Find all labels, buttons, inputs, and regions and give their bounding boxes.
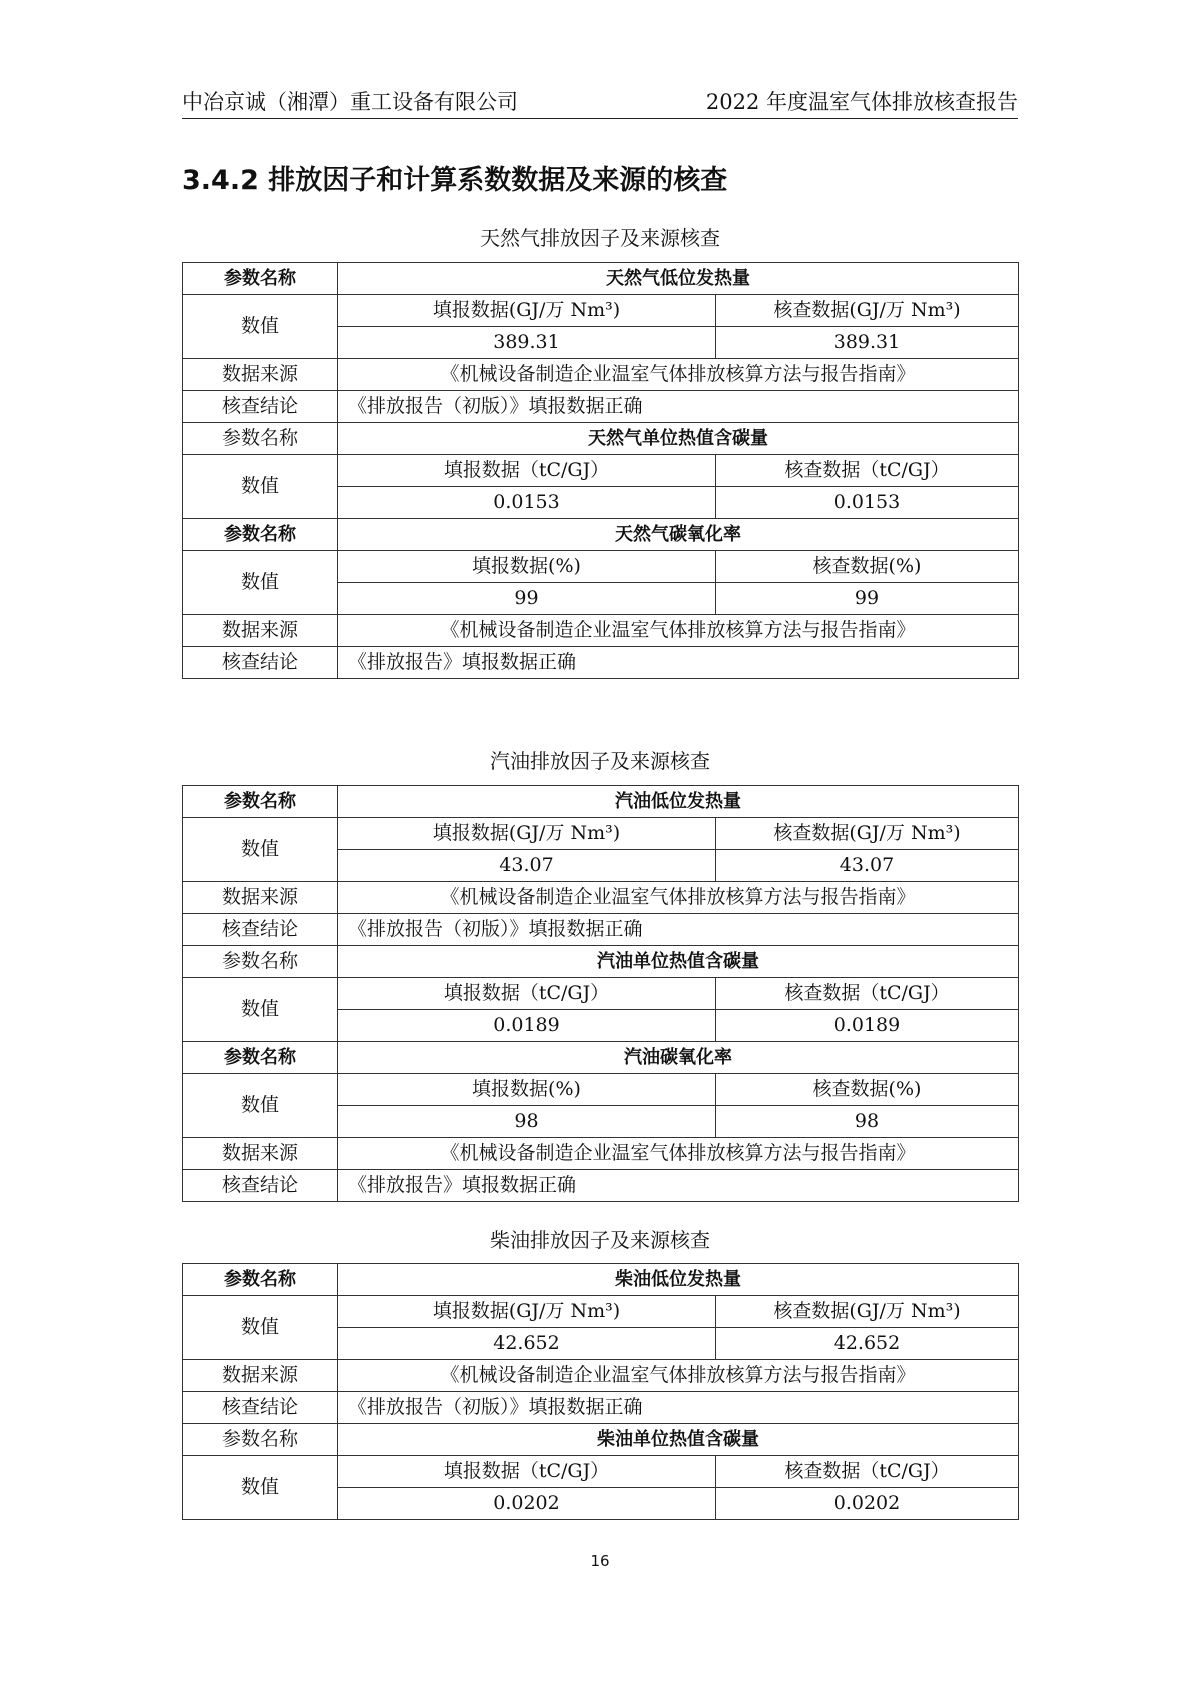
verified-header: 核查数据(GJ/万 Nm³) xyxy=(716,1296,1019,1328)
source-value: 《机械设备制造企业温室气体排放核算方法与报告指南》 xyxy=(338,1138,1019,1170)
reported-value: 99 xyxy=(338,583,716,615)
param-name-value: 柴油单位热值含碳量 xyxy=(338,1424,1019,1456)
source-label: 数据来源 xyxy=(183,1138,338,1170)
verified-value: 99 xyxy=(716,583,1019,615)
param-name-value: 天然气碳氧化率 xyxy=(338,519,1019,551)
table-row xyxy=(183,786,1019,818)
param-name-label: 参数名称 xyxy=(183,263,338,295)
table-row xyxy=(183,423,1019,455)
param-name-value: 汽油单位热值含碳量 xyxy=(338,946,1019,978)
table-row xyxy=(183,1360,1019,1392)
reported-value: 389.31 xyxy=(338,327,716,359)
page-header xyxy=(182,84,1018,119)
verified-header: 核查数据(%) xyxy=(716,551,1019,583)
table-row xyxy=(183,295,1019,327)
conclusion-value: 《排放报告》填报数据正确 xyxy=(338,1170,1019,1202)
value-label: 数值 xyxy=(183,455,338,519)
param-name-label: 参数名称 xyxy=(183,946,338,978)
verified-value: 0.0153 xyxy=(716,487,1019,519)
source-value: 《机械设备制造企业温室气体排放核算方法与报告指南》 xyxy=(338,359,1019,391)
table-row xyxy=(183,1170,1019,1202)
reported-value: 98 xyxy=(338,1106,716,1138)
table-row xyxy=(183,882,1019,914)
verified-header: 核查数据(%) xyxy=(716,1074,1019,1106)
source-label: 数据来源 xyxy=(183,615,338,647)
conclusion-label: 核查结论 xyxy=(183,647,338,679)
table-row xyxy=(183,1456,1019,1488)
param-name-value: 汽油碳氧化率 xyxy=(338,1042,1019,1074)
verified-value: 98 xyxy=(716,1106,1019,1138)
table-row xyxy=(183,519,1019,551)
table-natural-gas xyxy=(182,262,1019,679)
value-label: 数值 xyxy=(183,1296,338,1360)
table-caption-diesel: 柴油排放因子及来源核查 xyxy=(490,1228,710,1252)
table-diesel xyxy=(182,1263,1019,1520)
param-name-label: 参数名称 xyxy=(183,519,338,551)
table-caption-natural-gas: 天然气排放因子及来源核查 xyxy=(480,226,720,250)
table-row xyxy=(183,1138,1019,1170)
verified-header: 核查数据（tC/GJ） xyxy=(716,455,1019,487)
table-row xyxy=(183,818,1019,850)
reported-header: 填报数据（tC/GJ） xyxy=(338,978,716,1010)
reported-header: 填报数据（tC/GJ） xyxy=(338,455,716,487)
table-gasoline xyxy=(182,785,1019,1202)
verified-header: 核查数据（tC/GJ） xyxy=(716,1456,1019,1488)
verified-header: 核查数据(GJ/万 Nm³) xyxy=(716,818,1019,850)
source-label: 数据来源 xyxy=(183,1360,338,1392)
param-name-value: 汽油低位发热量 xyxy=(338,786,1019,818)
table-row xyxy=(183,647,1019,679)
source-value: 《机械设备制造企业温室气体排放核算方法与报告指南》 xyxy=(338,1360,1019,1392)
source-label: 数据来源 xyxy=(183,359,338,391)
conclusion-value: 《排放报告（初版）》填报数据正确 xyxy=(338,391,1019,423)
header-company: 中冶京诚（湘潭）重工设备有限公司 xyxy=(182,90,518,114)
table-caption-gasoline: 汽油排放因子及来源核查 xyxy=(490,749,710,773)
reported-value: 0.0189 xyxy=(338,1010,716,1042)
reported-header: 填报数据(GJ/万 Nm³) xyxy=(338,295,716,327)
table-row xyxy=(183,1264,1019,1296)
param-name-label: 参数名称 xyxy=(183,786,338,818)
table-row xyxy=(183,1424,1019,1456)
table-row xyxy=(183,978,1019,1010)
section-title: 3.4.2 排放因子和计算系数数据及来源的核查 xyxy=(182,165,728,196)
verified-value: 43.07 xyxy=(716,850,1019,882)
conclusion-label: 核查结论 xyxy=(183,391,338,423)
reported-value: 42.652 xyxy=(338,1328,716,1360)
value-label: 数值 xyxy=(183,1456,338,1520)
table-row xyxy=(183,359,1019,391)
source-label: 数据来源 xyxy=(183,882,338,914)
reported-header: 填报数据（tC/GJ） xyxy=(338,1456,716,1488)
header-report-title: 2022 年度温室气体排放核查报告 xyxy=(705,90,1018,114)
table-row xyxy=(183,1042,1019,1074)
value-label: 数值 xyxy=(183,1074,338,1138)
verified-value: 0.0189 xyxy=(716,1010,1019,1042)
table-row xyxy=(183,914,1019,946)
conclusion-label: 核查结论 xyxy=(183,1170,338,1202)
param-name-value: 天然气单位热值含碳量 xyxy=(338,423,1019,455)
table-row xyxy=(183,946,1019,978)
value-label: 数值 xyxy=(183,978,338,1042)
conclusion-value: 《排放报告（初版）》填报数据正确 xyxy=(338,914,1019,946)
table-row xyxy=(183,263,1019,295)
param-name-label: 参数名称 xyxy=(183,1042,338,1074)
verified-value: 42.652 xyxy=(716,1328,1019,1360)
source-value: 《机械设备制造企业温室气体排放核算方法与报告指南》 xyxy=(338,882,1019,914)
table-row xyxy=(183,1392,1019,1424)
page-number: 16 xyxy=(590,1552,610,1570)
reported-value: 0.0202 xyxy=(338,1488,716,1520)
conclusion-label: 核查结论 xyxy=(183,914,338,946)
verified-value: 389.31 xyxy=(716,327,1019,359)
source-value: 《机械设备制造企业温室气体排放核算方法与报告指南》 xyxy=(338,615,1019,647)
reported-value: 0.0153 xyxy=(338,487,716,519)
table-row xyxy=(183,391,1019,423)
value-label: 数值 xyxy=(183,295,338,359)
verified-header: 核查数据(GJ/万 Nm³) xyxy=(716,295,1019,327)
verified-header: 核查数据（tC/GJ） xyxy=(716,978,1019,1010)
reported-header: 填报数据(GJ/万 Nm³) xyxy=(338,818,716,850)
reported-value: 43.07 xyxy=(338,850,716,882)
reported-header: 填报数据(%) xyxy=(338,1074,716,1106)
conclusion-label: 核查结论 xyxy=(183,1392,338,1424)
table-row xyxy=(183,615,1019,647)
conclusion-value: 《排放报告（初版）》填报数据正确 xyxy=(338,1392,1019,1424)
reported-header: 填报数据(GJ/万 Nm³) xyxy=(338,1296,716,1328)
table-row xyxy=(183,1074,1019,1106)
table-row xyxy=(183,551,1019,583)
param-name-label: 参数名称 xyxy=(183,1424,338,1456)
value-label: 数值 xyxy=(183,818,338,882)
param-name-label: 参数名称 xyxy=(183,1264,338,1296)
param-name-value: 柴油低位发热量 xyxy=(338,1264,1019,1296)
param-name-value: 天然气低位发热量 xyxy=(338,263,1019,295)
reported-header: 填报数据(%) xyxy=(338,551,716,583)
conclusion-value: 《排放报告》填报数据正确 xyxy=(338,647,1019,679)
table-row xyxy=(183,455,1019,487)
table-row xyxy=(183,1296,1019,1328)
value-label: 数值 xyxy=(183,551,338,615)
verified-value: 0.0202 xyxy=(716,1488,1019,1520)
param-name-label: 参数名称 xyxy=(183,423,338,455)
